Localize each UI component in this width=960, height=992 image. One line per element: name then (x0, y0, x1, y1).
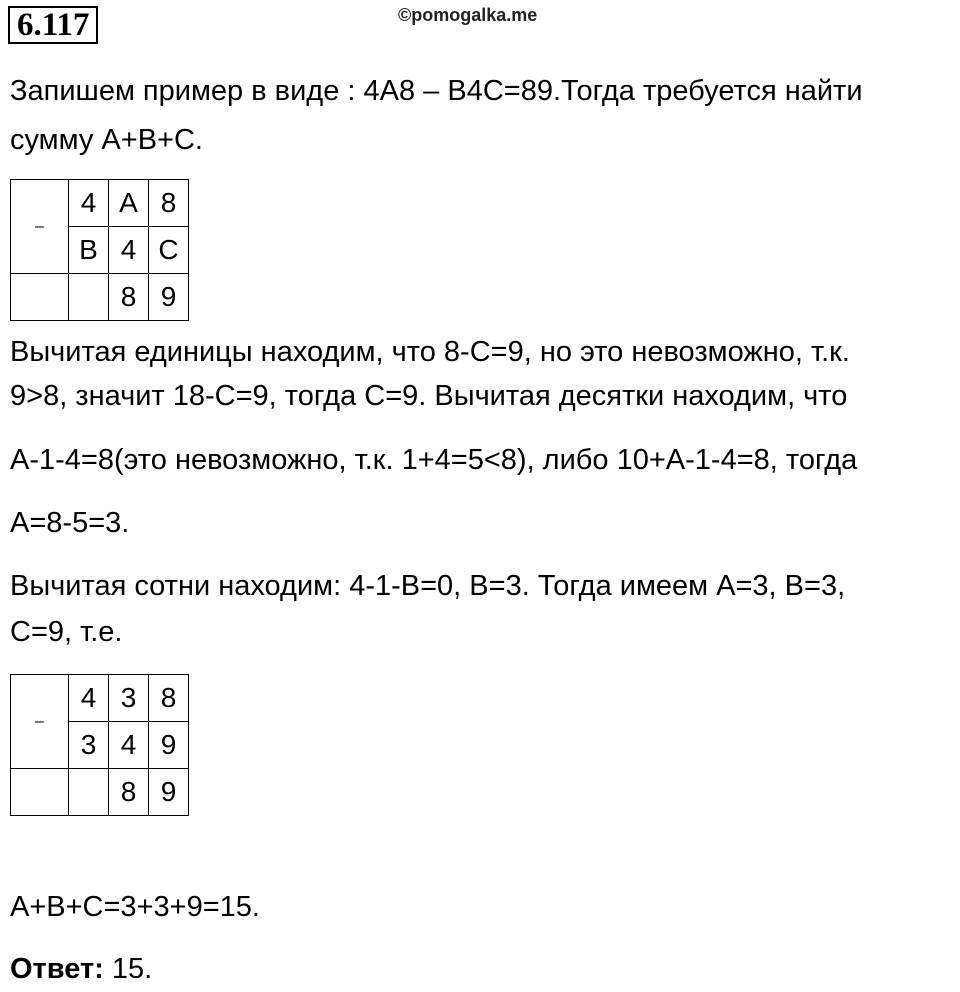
empty-cell (11, 769, 69, 816)
cell: 9 (149, 722, 189, 769)
cell: 8 (109, 769, 149, 816)
minus-sign: – (11, 675, 69, 769)
hundreds-line-1: Вычитая сотни находим: 4-1-В=0, В=3. Тогда имеем А=3, В=3, (10, 570, 846, 602)
subtraction-table-solved (10, 674, 189, 816)
cell: С (149, 227, 189, 274)
cell: 3 (69, 722, 109, 769)
units-line-1: Вычитая единицы находим, что 8-С=9, но это невозможно, т.к. (10, 336, 850, 368)
answer-label: Ответ: (10, 953, 104, 985)
cell: 4 (109, 227, 149, 274)
units-line-2: 9>8, значит 18-С=9, тогда С=9. Вычитая десятки находим, что (10, 380, 848, 412)
cell: 4 (69, 675, 109, 722)
cell: 9 (149, 274, 189, 321)
hundreds-line-2: С=9, т.е. (10, 616, 123, 648)
answer-line (10, 951, 152, 987)
cell: 8 (109, 274, 149, 321)
empty-cell (69, 274, 109, 321)
intro-line-1: Запишем пример в виде : 4А8 – В4С=89.Тогда требуется найти (10, 75, 863, 107)
cell: 9 (149, 769, 189, 816)
intro-line-2: сумму А+В+С. (10, 124, 203, 156)
watermark: ©pomogalka.me (398, 5, 538, 25)
cell: А (109, 180, 149, 227)
empty-cell (69, 769, 109, 816)
subtraction-table-unknowns (10, 179, 189, 321)
cell: В (69, 227, 109, 274)
cell: 8 (149, 675, 189, 722)
cell: 8 (149, 180, 189, 227)
cell: 3 (109, 675, 149, 722)
answer-value: 15. (103, 953, 153, 985)
problem-number: 6.117 (8, 6, 98, 44)
minus-sign: – (11, 180, 69, 274)
tens-line-2: А=8-5=3. (10, 507, 130, 539)
empty-cell (11, 274, 69, 321)
cell: 4 (69, 180, 109, 227)
sum-line: А+В+С=3+3+9=15. (10, 891, 260, 923)
tens-line-1: А-1-4=8(это невозможно, т.к. 1+4=5<8), либо 10+А-1-4=8, тогда (10, 444, 858, 476)
cell: 4 (109, 722, 149, 769)
